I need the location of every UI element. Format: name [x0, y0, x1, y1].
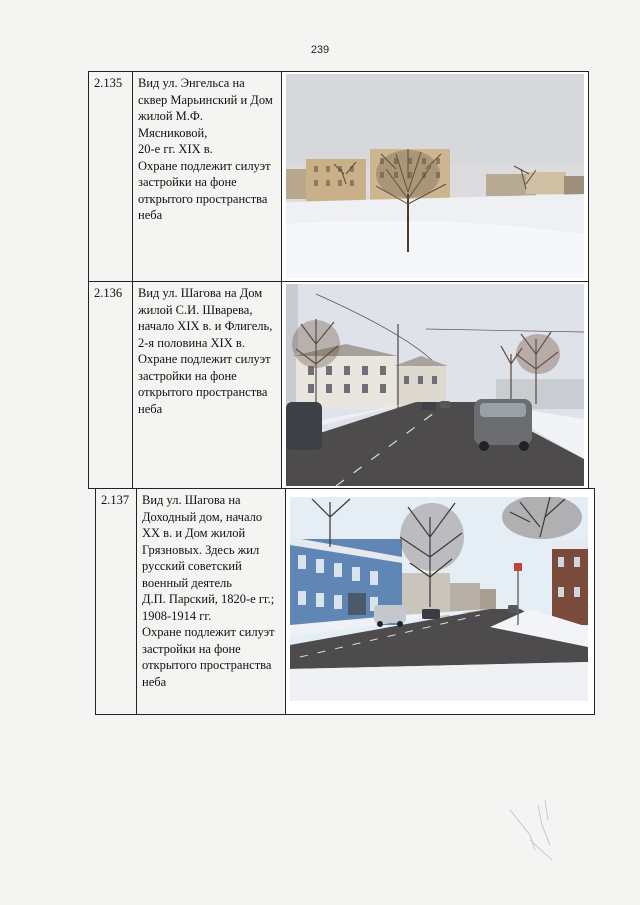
row-number: 2.137	[95, 488, 137, 715]
pen-mark	[500, 790, 570, 870]
photo-shagova-street-1	[286, 284, 584, 486]
photo-shagova-street-2	[290, 497, 588, 701]
photo-engelsa-square	[286, 74, 584, 278]
photo-cell	[285, 488, 595, 715]
row-number: 2.135	[88, 71, 133, 282]
row-description: Вид ул. Шагова на Доходный дом, начало XX в. и Дом жилой Грязновых. Здесь жил русский советский военный деятель Д.П. Парский, 1820-е гг.; 1908-1914 гг. Охране подлежит силуэт застройки на фоне открытого пространства неба	[136, 488, 286, 715]
row-description: Вид ул. Шагова на Дом жилой С.И. Шварева, начало XIX в. и Флигель, 2-я половина XIX в. Охране подлежит силуэт застройки на фоне открытого пространства неба	[132, 281, 282, 489]
photo-cell	[281, 71, 589, 282]
photo-cell	[281, 281, 589, 489]
row-description: Вид ул. Энгельса на сквер Марьинский и Дом жилой М.Ф. Мясниковой, 20-е гг. XIX в. Охране подлежит силуэт застройки на фоне открытого пространства неба	[132, 71, 282, 282]
page-number: 239	[310, 44, 330, 56]
row-number: 2.136	[88, 281, 133, 489]
